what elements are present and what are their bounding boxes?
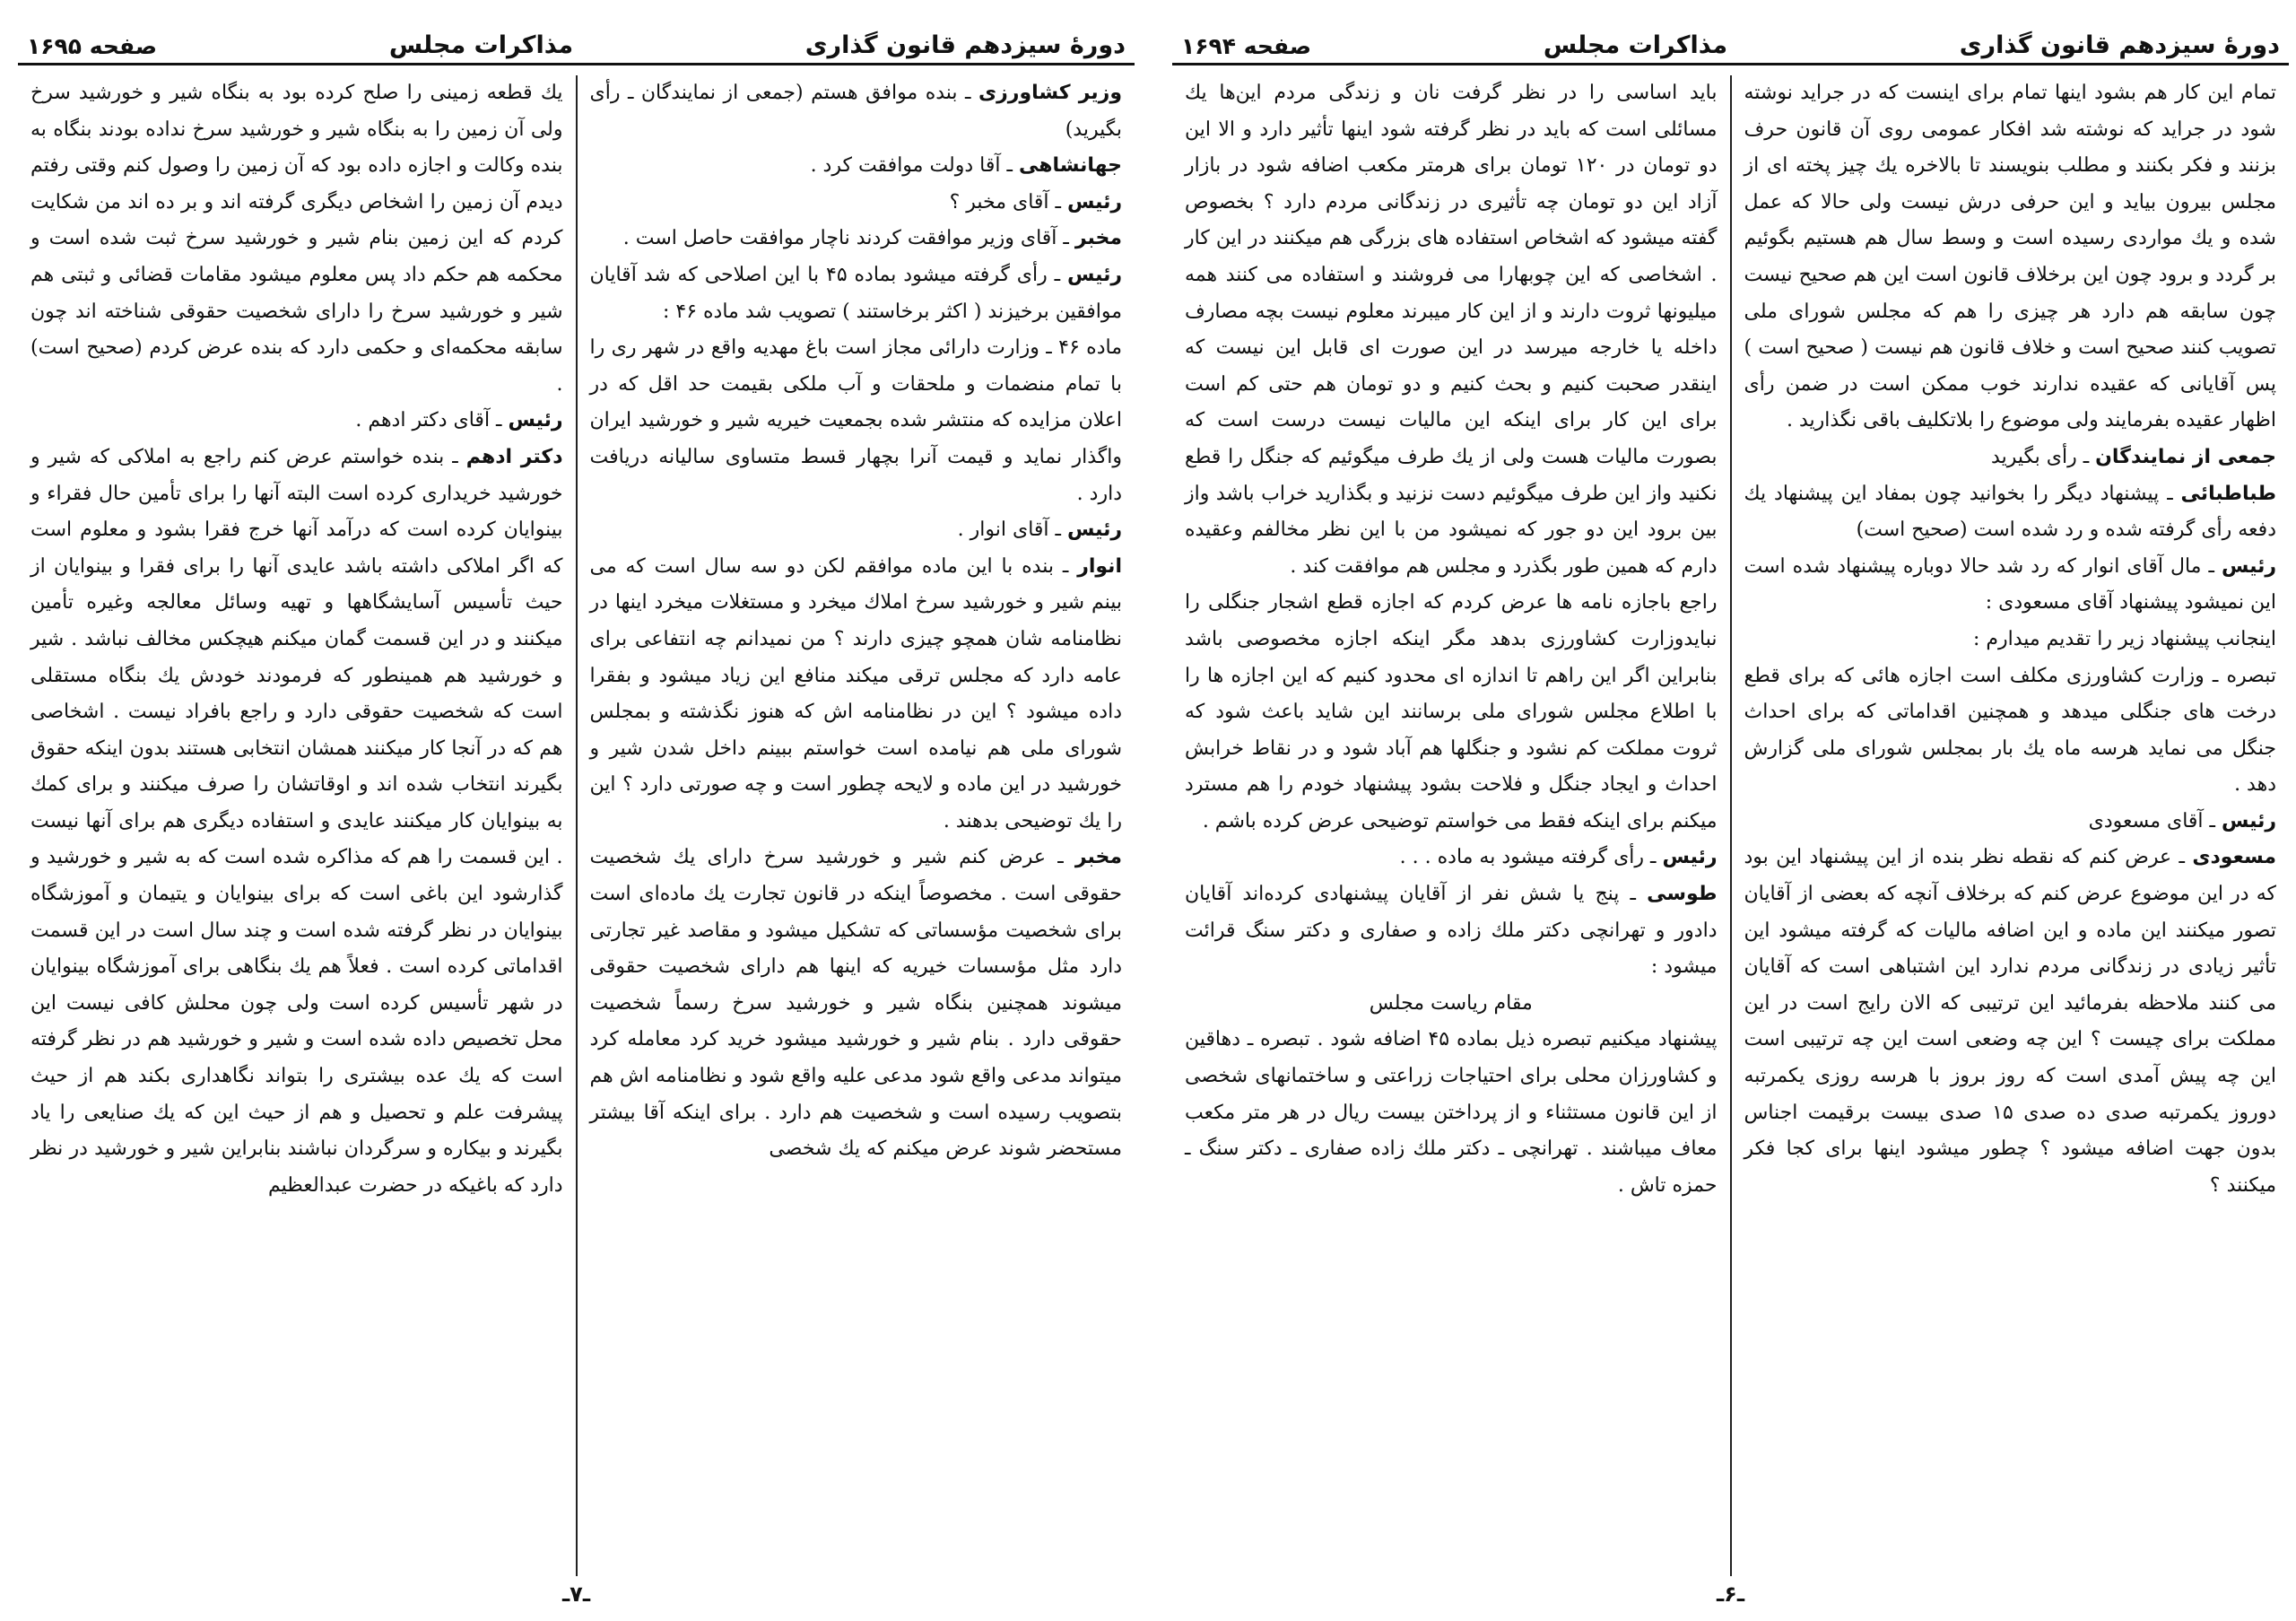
paragraph-text: ـ بنده با این ماده موافقم لکن دو سه سال است که می بینم شیر و خورشید سرخ املاك میخرد و مستغلات میخرد اینها در نظامنامه شان همچو چیزی دارند ؟ من نمیدانم چه انتفاعی برای عامه دارد که مجلس ترقی میکند منافع این زیاد میشود و بفقرا داده میشود ؟ این در نظامنامه اش که هنوز نگذشته و بمجلس شورای ملی هم نیامده است خواستم ببینم داخل شدن شیر و خورشید در این ماده و لایحه چطور است و چه صورتی دارد ؟ این را یك توضیحی بدهند . — [589, 554, 1122, 832]
paragraph-text: ـ مال آقای انوار که رد شد حالا دوباره پیشنهاد شده است این نمیشود پیشنهاد آقای مسعودی : — [1744, 554, 2276, 614]
page-number: صفحه ۱۶۹۵ — [27, 33, 158, 59]
column-left — [1172, 75, 1730, 1576]
paragraph-text: مقام ریاست مجلس — [1369, 991, 1533, 1015]
speaker-paragraph — [1744, 840, 2277, 1204]
speaker-name: جمعی از نمایندگان — [2095, 445, 2276, 468]
paragraph-text: اینجانب پیشنهاد زیر را تقدیم میدارم : — [1972, 627, 2276, 650]
speaker-name: رئیس — [1066, 263, 1122, 286]
paragraph-text: ـ آقای وزیر موافقت کردند ناچار موافقت حاصل است . — [622, 227, 1075, 250]
speaker-name: وزیر کشاورزی — [978, 82, 1122, 104]
column-left — [18, 75, 576, 1576]
text-paragraph — [1185, 585, 1718, 840]
speaker-name: طوسی — [1647, 883, 1718, 906]
paragraph-text: ـ عرض کنم که نقطه نظر بنده از این پیشنهاد این بود که در این موضوع عرض کنم که برخلاف آنچه که بعضی از آقایان تصور میکنند این ماده و این اضافه مالیات که گرفته میشود این تأثیر زیادی در زندگانی مردم ندارد این اشتباهی است که آقایان می کنند ملاحظه بفرمائید این ترتیبی که الان رایج است در این مملکت برای چیست ؟ این چه وضعی است این چه ترتیبی است این چه پیش آمدی است که روز بروز با هرسه روزی یکمرتبه دوروز یکمرتبه صدی ده صدی ۱۵ صدی بیست برقیمت اجناس بدون جهت اضافه میشود ؟ چطور میشود اینها برای کجا فکر میکنند ؟ — [1744, 846, 2276, 1197]
speaker-name: رئیس — [2221, 554, 2276, 578]
speaker-paragraph — [30, 403, 563, 440]
speaker-name: رئیس — [1066, 519, 1122, 542]
speaker-name: رئیس — [1066, 190, 1122, 214]
paragraph-text: تمام این کار هم بشود اینها تمام برای اینست که در جراید نوشته شود در جراید که نوشته شد افکار عمومی روی آن قانون حرف بزنند و فکر بکنند و مطلب بنویسند تا بالاخره یك چیز پخته ای از مجلس بیرون بیاید و این حرفی درش نیست ولی حالا که عمل شده و یك مواردی رسیده است و وسط سال هم هستیم بگوئیم بر گردد و برود چون این برخلاف قانون است این هم صحیح نیست چون سابقه هم دارد هر چیزی را هم که مجلس شورای ملی تصویب کنند صحیح است و خلاف قانون هم نیست ( صحیح است ) پس آقایانی که عقیده ندارند خوب ممکن است در ضمن رأی اظهار عقیده بفرمایند ولی موضوع را بلاتکلیف باقی نگذارید . — [1744, 82, 2276, 432]
column-right — [1732, 75, 2290, 1576]
text-paragraph — [1744, 75, 2277, 440]
text-paragraph — [1185, 986, 1718, 1023]
speaker-name: دکتر ادهم — [465, 445, 563, 468]
page-header — [1172, 20, 2289, 65]
paragraph-text: ـ آقای مسعودی — [2088, 809, 2222, 832]
speaker-paragraph — [590, 840, 1123, 1167]
page-footer: ـ۶ـ — [1716, 1582, 1745, 1607]
text-paragraph — [1185, 75, 1718, 585]
text-paragraph — [1744, 622, 2277, 658]
speaker-name: رئیس — [2221, 809, 2276, 832]
speaker-paragraph — [1744, 440, 2277, 476]
text-paragraph — [590, 330, 1123, 512]
session-title: دورهٔ سیزدهم قانون گذاری — [1959, 31, 2280, 59]
speaker-paragraph — [1744, 804, 2277, 841]
column-divider — [576, 75, 578, 1576]
speaker-paragraph — [1185, 840, 1718, 876]
paragraph-text: باید اساسی را در نظر گرفت نان و زندگی مردم این‌ها یك مسائلی است که باید در نظر گرفته شود اینها تأثیر دارد و الا این دو تومان در ۱۲۰ تومان برای هرمتر مکعب اضافه شود در بازار آزاد این دو تومان چه تأثیری در زندگانی مردم دارد ؟ بخصوص گفته میشود که اشخاص استفاده های بزرگی هم میکنند در این کار . اشخاصی که این چوبهارا می فروشند و استفاده می کنند همه میلیونها ثروت دارند و از این کار میبرند معلوم نیست بچه مصارف داخله یا خارجه میرسد در این صورت ای قابل این نیست که اینقدر صحبت کنیم و بحث کنیم و دو تومان هم حتی کم است برای این کار برای اینکه این مالیات نیست درست است که بصورت مالیات هست ولی از یك طرف میگوئیم که جنگل را قطع نکنید واز این طرف میگوئیم دست نزنید و بگذارید خراب باشد واز بین برود این دو جور که نمیشود من با این نظر مخالفم وعقیده دارم که همین طور بگذرد و مجلس هم موافقت کند . — [1185, 82, 1718, 578]
speaker-name: جهانشاهی — [1018, 154, 1122, 178]
speaker-paragraph — [1744, 476, 2277, 549]
speaker-paragraph — [1744, 549, 2277, 622]
text-paragraph — [1185, 1022, 1718, 1204]
paragraph-text: ـ رأی بگیرید — [1991, 445, 2096, 468]
paragraph-text: ـ آقای مخبر ؟ — [949, 190, 1067, 214]
speaker-paragraph — [30, 440, 563, 1204]
paragraph-text: تبصره ـ وزارت کشاورزی مکلف است اجازه هائی که برای قطع درخت های جنگلی میدهد و همچنین اقداماتی که برای احداث جنگل می نماید هرسه ماه یك بار بمجلس شورای ملی گزارش دهد . — [1744, 664, 2276, 797]
paragraph-text: ـ آقای دکتر ادهم . — [355, 409, 509, 432]
speaker-paragraph — [590, 512, 1123, 549]
column-right — [578, 75, 1135, 1576]
paragraph-text: ماده ۴۶ ـ وزارت دارائی مجاز است باغ مهدیه واقع در شهر ری را با تمام منضمات و ملحقات و آب ملکی بقیمت حد اقل که در اعلان مزایده که منتشر شده بجمعیت خیریه شیر و خورشید ایران واگذار نماید و قیمت آنرا بچهار قسط متساوی سالیانه دریافت دارد . — [589, 336, 1122, 505]
text-paragraph — [1744, 658, 2277, 804]
paragraph-text: ـ رأی گرفته میشود بماده ۴۵ با این اصلاحی که شد آقایان موافقین برخیزند ( اکثر برخاستند ) تصویب شد ماده ۴۶ : — [589, 263, 1122, 323]
paragraph-text: ـ آقا دولت موافقت کرد . — [810, 154, 1019, 178]
paragraph-text: راجع باجازه نامه ها عرض کردم که اجازه قطع اشجار جنگلی را نبایدوزارت کشاورزی بدهد مگر اینکه اجازه مخصوصی باشد بنابراین اگر این راهم تا اندازه ای محدود کنیم که این اجازه ها را با اطلاع مجلس شورای ملی برسانند این شاید باعث شود که ثروت مملکت کم نشود و جنگلها هم آباد شود و در نقاط خرابش احداث و ایجاد جنگل و فلاحت بشود پیشنهاد خودم را هم مسترد میکنم برای اینکه فقط می خواستم توضیحی عرض کرده باشم . — [1185, 591, 1718, 832]
page-header — [18, 20, 1135, 65]
speaker-paragraph — [590, 549, 1123, 841]
paragraph-text: پیشنهاد میکنیم تبصره ذیل بماده ۴۵ اضافه شود . تبصره ـ دهاقین و کشاورزان محلی برای احتیاجات زراعتی و ساختمانهای شخصی از این قانون مستثناء و از پرداختن بیست ریال در هر متر مکعب معاف میباشند . تهرانچی ـ دکتر ملك زاده صفاری ـ دکتر سنگ ـ حمزه تاش . — [1185, 1028, 1718, 1197]
speaker-name: مسعودی — [2192, 846, 2276, 869]
speaker-paragraph — [590, 221, 1123, 257]
speaker-paragraph — [590, 148, 1123, 185]
page-footer: ـ۷ـ — [561, 1582, 591, 1607]
section-title: مذاکرات مجلس — [388, 31, 574, 59]
speaker-name: رئیس — [1662, 846, 1718, 869]
page-1695 — [18, 20, 1135, 1612]
section-title: مذاکرات مجلس — [1543, 31, 1728, 59]
paragraph-text: ـ بنده موافق هستم (جمعی از نمایندگان ـ رأی بگیرید) — [589, 82, 1122, 141]
speaker-paragraph — [590, 185, 1123, 222]
paragraph-text: ـ عرض کنم شیر و خورشید سرخ دارای یك شخصیت حقوقی است . مخصوصاً اینکه در قانون تجارت یك ماده‌ای است برای شخصیت مؤسساتی که تشکیل میشود و مقاصد غیر تجارتی دارد مثل مؤسسات خیریه که اینها هم دارای شخصیت حقوقی میشوند همچنین بنگاه شیر و خورشید سرخ رسماً شخصیت حقوقی دارد . بنام شیر و خورشید میشود خرید کرد معامله کرد میتواند مدعی واقع شود مدعی علیه واقع شود و نظامنامه اش هم بتصویب رسیده است و شخصیت هم دارد . برای اینکه آقا بیشتر مستحضر شوند عرض میکنم که یك شخصی — [589, 846, 1122, 1161]
text-columns — [1172, 75, 2289, 1576]
speaker-paragraph — [1185, 876, 1718, 986]
paragraph-text: یك قطعه زمینی را صلح کرده بود به بنگاه شیر و خورشید سرخ ولی آن زمین را به بنگاه شیر و خورشید سرخ نداده بودند بنگاه به بنده وکالت و اجازه داده بود که آن زمین را وصول کنم وقتی رفتم دیدم آن زمین را اشخاص دیگری گرفته اند و بر ده اند من شکایت کردم که این زمین بنام شیر و خورشید سرخ ثبت شده است و محکمه هم حکم داد پس معلوم میشود مقامات قضائی و ثبتی هم شیر و خورشید سرخ را دارای شخصیت حقوقی شناخته اند چون سابقه محکمه‌ای و حکمی دارد که بنده عرض کردم (صحیح است) . — [30, 82, 563, 396]
page-number: صفحه ۱۶۹۴ — [1181, 33, 1312, 59]
column-divider — [1730, 75, 1732, 1576]
speaker-name: مخبر — [1074, 227, 1122, 250]
session-title: دورهٔ سیزدهم قانون گذاری — [804, 31, 1126, 59]
text-paragraph — [30, 75, 563, 403]
speaker-name: طباطبائی — [2180, 482, 2276, 505]
paragraph-text: ـ بنده خواستم عرض کنم راجع به املاکی که شیر و خورشید خریداری کرده است البته آنها را برای تأمین حال فقراء و بینوایان کرده است که درآمد آنها خرج فقرا بشود و معلوم است که اگر املاکی داشته باشد عایدی آنها را برای فقرا و بینوایان از حیث تأسیس آسایشگاهها و تهیه وسائل معالجه وغیره تأمین میکنند و در این قسمت گمان میکنم هیچکس مخالف نباشد . شیر و خورشید هم همینطور که فرمودند خودش یك بنگاه مستقلی است که شخصیت حقوقی دارد و راجع بافراد نیست . اشخاصی هم که در آنجا کار میکنند همشان انتخابی هستند بدون اینکه حقوق بگیرند انتخاب شده اند و اوقاتشان را صرف میکنند و برای کمك به بینوایان کار میکنند عایدی و استفاده دیگری هم برای آنها نیست . این قسمت را هم که مذاکره شده است که به شیر و خورشید و گذارشود این باغی است که برای بینوایان و یتیمان و آموزشگاه بینوایان در نظر گرفته شده است و چند سال است در این قسمت اقداماتی کرده است . فعلاً هم یك بنگاهی برای آموزشگاه بینوایان در شهر تأسیس کرده است ولی چون محلش کافی نیست این محل تخصیص داده شده است و شیر و خورشید هم در نظر گرفته است که یك عده بیشتری را بتواند نگاهداری بکند هم از حیث پیشرفت علم و تحصیل و هم از حیث این که یك صنایعی را یاد بگیرند و بیکاره و سرگردان نباشند بنابراین شیر و خورشید در نظر دارد که باغیکه در حضرت عبدالعظیم — [30, 445, 563, 1197]
speaker-name: مخبر — [1074, 846, 1122, 869]
paragraph-text: ـ آقای انوار . — [957, 519, 1067, 542]
paragraph-text: ـ پنج یا شش نفر از آقایان پیشنهادی کرده‌اند آقایان دادور و تهرانچی دکتر ملك زاده و صفاری و دکتر سنگ قرائت میشود : — [1185, 883, 1718, 979]
text-columns — [18, 75, 1135, 1576]
speaker-paragraph — [590, 257, 1123, 330]
speaker-paragraph — [590, 75, 1123, 148]
speaker-name: رئیس — [508, 409, 563, 432]
paragraph-text: ـ رأی گرفته میشود به ماده . . . — [1399, 846, 1663, 869]
speaker-name: انوار — [1077, 554, 1122, 578]
page-1694 — [1172, 20, 2289, 1612]
paragraph-text: ـ پیشنهاد دیگر را بخوانید چون بمفاد این پیشنهاد یك دفعه رأی گرفته شده و رد شده است (صحیح است) — [1744, 482, 2276, 542]
